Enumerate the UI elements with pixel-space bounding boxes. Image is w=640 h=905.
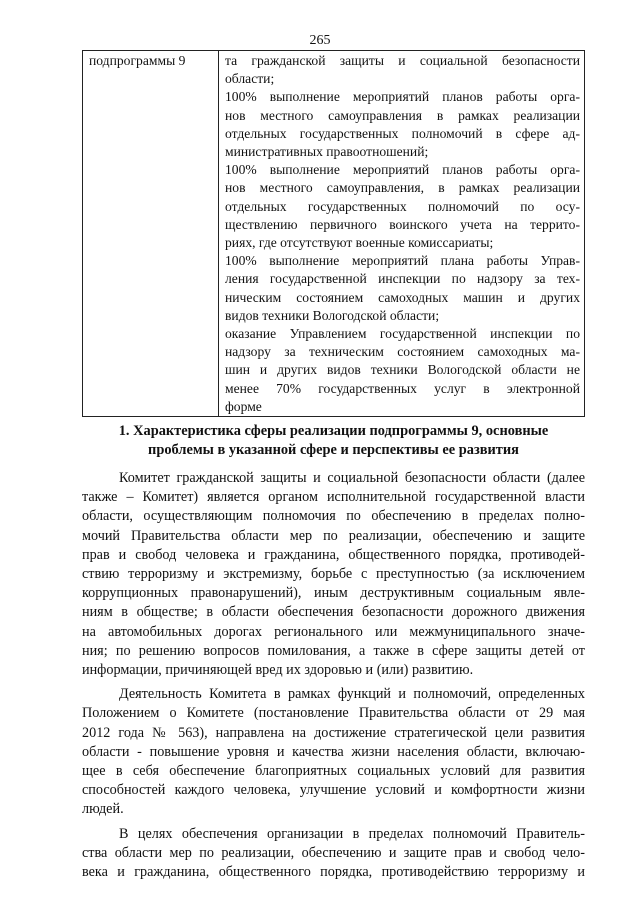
text-line: информации, причиняющей вред их здоровью и (или) развитию. (82, 662, 474, 679)
table-line: оказание Управлением государственной инспекции по (225, 326, 580, 342)
paragraph-2 (82, 685, 585, 819)
text-line: также – Комитет) является органом исполнительной государственной власти (82, 489, 585, 506)
text-line: века и гражданина, общественного порядка, противодействию терроризму и (82, 864, 585, 881)
table-line: ления государственной инспекции по надзору за тех- (225, 271, 580, 287)
table-line: области; (225, 71, 275, 87)
text-line: ниям в обществе; в области обеспечения безопасности дорожного движения (82, 604, 585, 621)
table-line: видов техники Вологодской области; (225, 307, 440, 323)
text-line: области, осуществляющим полномочия по обеспечению в пределах полно- (82, 508, 585, 525)
paragraph-3 (82, 825, 585, 883)
text-line: щее в себя обеспечение благоприятных социальных условий для развития (82, 763, 585, 780)
text-line: способностей каждого человека, улучшение условий и комфортности жизни (82, 782, 585, 799)
text-line: прав и свобод человека и гражданина, общественного порядка, противодей- (82, 546, 585, 563)
text-line: 2012 года № 563), направлена на достижение стратегической цели развития (82, 724, 585, 741)
text-line: ства области мер по реализации, обеспечению и защите прав и свобод чело- (82, 844, 585, 861)
section-heading (82, 422, 585, 460)
table-line: 100% выполнение мероприятий плана работы Управ- (225, 253, 580, 269)
table-line: ническим состоянием самоходных машин и других (225, 289, 580, 305)
table-row (83, 51, 585, 417)
table-line: риях, где отсутствуют военные комиссариаты; (225, 235, 494, 251)
section-heading-line: проблемы в указанной сфере и перспективы ее развития (148, 442, 519, 458)
text-line: Положением о Комитете (постановление Правительства области от 29 мая (82, 705, 585, 722)
table-line: 100% выполнение мероприятий планов работы орга- (225, 89, 580, 105)
text-line: ния; по решению вопросов помилования, а также в сфере защиты детей от (82, 642, 585, 659)
table-line: нов местного самоуправления в рамках реализации (225, 107, 580, 123)
text-line: В целях обеспечения организации в пределах полномочий Правитель- (119, 825, 585, 842)
text-line: Деятельность Комитета в рамках функций и полномочий, определенных (119, 686, 585, 703)
page-number: 265 (309, 33, 331, 48)
text-line: на автомобильных дорогах регионального или межмуниципального значе- (82, 623, 585, 640)
text-line: коррупционных правонарушений), иным деструктивным социальным явле- (82, 585, 585, 602)
table-line: надзору за техническим состоянием самоходных ма- (225, 344, 580, 360)
paragraph-1 (82, 469, 585, 680)
text-line: области - повышение уровня и качества жизни населения области, включаю- (82, 743, 585, 760)
table-line: отдельных государственных полномочий в сфере ад- (225, 125, 580, 141)
table-line: шин и других видов техники Вологодской области не (225, 362, 580, 378)
table-line: 100% выполнение мероприятий планов работы орга- (225, 162, 580, 178)
table-line: та гражданской защиты и социальной безопасности (225, 53, 580, 68)
table-line: менее 70% государственных услуг в электронной (225, 380, 580, 396)
table-line: ществлению первичного воинского учета на террито- (225, 216, 580, 232)
body-text (82, 469, 585, 882)
table-line: министративных правоотношений; (225, 144, 429, 160)
section-heading-line: 1. Характеристика сферы реализации подпрограммы 9, основные (118, 423, 549, 439)
table-cell-indicators (219, 51, 585, 417)
table-cell-program-label: подпрограммы 9 (83, 51, 219, 417)
text-line: Комитет гражданской защиты и социальной безопасности области (далее (119, 470, 585, 486)
text-line: ствию терроризму и экстремизму, борьбе с преступностью (за исключением (82, 566, 585, 583)
table-line: форме (225, 398, 262, 414)
indicator-table (82, 50, 585, 417)
text-line: мочий Правительства области мер по реализации, обеспечению и защите (82, 527, 585, 544)
text-line: людей. (82, 801, 124, 818)
table-line: нов местного самоуправления, в рамках реализации (225, 180, 580, 196)
table-line: отдельных государственных полномочий по осу- (225, 198, 580, 214)
